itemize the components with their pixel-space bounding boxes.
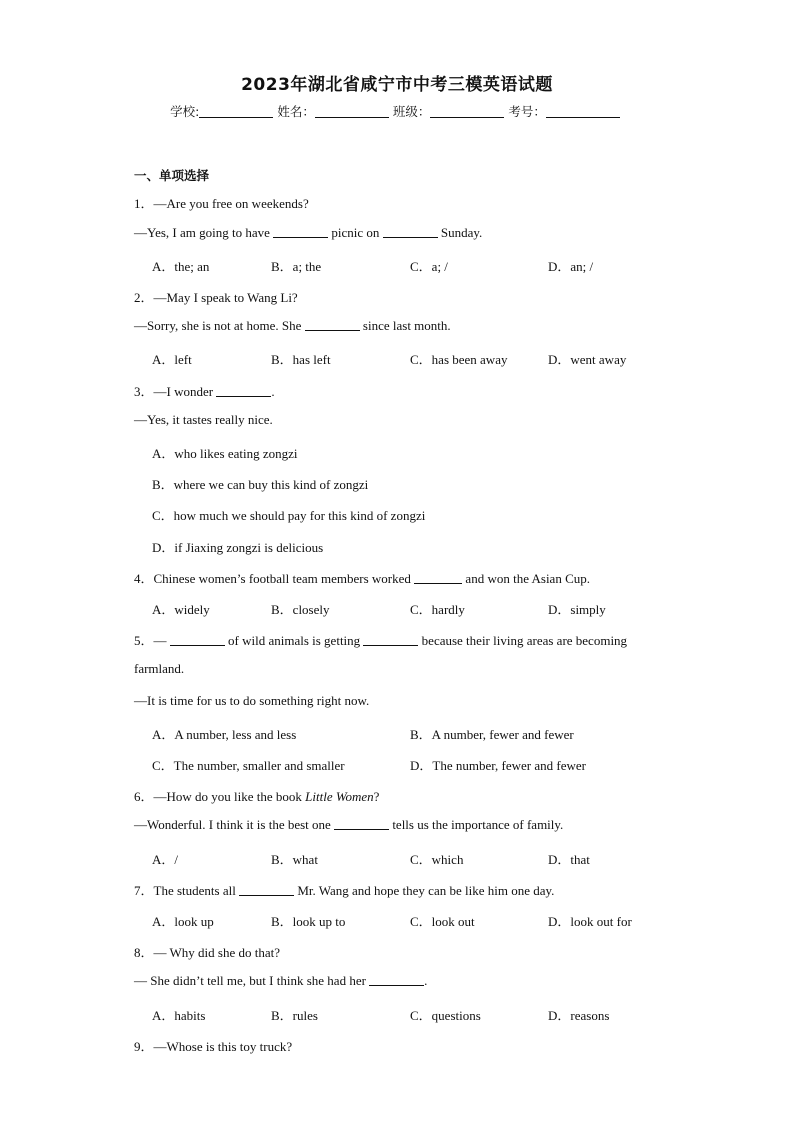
class-blank xyxy=(430,105,504,118)
q5-option-b: B．A number, fewer and fewer xyxy=(410,727,574,742)
q1-stem: 1．—Are you free on weekends? xyxy=(134,196,309,211)
q3-option-c: C．how much we should pay for this kind of zongzi xyxy=(152,508,426,523)
q7-option-c: C．look out xyxy=(410,914,475,929)
q1-option-d: D．an; / xyxy=(548,259,594,274)
number-label: 考号： xyxy=(508,104,546,119)
q4-text-a: 4．Chinese women’s football team members worked xyxy=(134,571,411,586)
q6-option-d: D．that xyxy=(548,852,590,867)
q4-blank xyxy=(414,571,462,584)
q1-blank-1 xyxy=(273,225,328,238)
q3-option-d: D．if Jiaxing zongzi is delicious xyxy=(152,540,324,555)
q7-option-d: D．look out for xyxy=(548,914,632,929)
q2-text-a: —Sorry, she is not at home. She xyxy=(134,318,302,333)
q4-text-b: and won the Asian Cup. xyxy=(465,571,590,586)
q3-line2: —Yes, it tastes really nice. xyxy=(134,412,273,427)
q1-text-a: —Yes, I am going to have xyxy=(134,225,270,240)
q7-option-a: A．look up xyxy=(152,914,214,929)
q6-text-e: tells us the importance of family. xyxy=(392,817,564,832)
q3-option-a: A．who likes eating zongzi xyxy=(152,446,298,461)
q6-book-title: Little Women xyxy=(305,789,374,804)
q2-option-c: C．has been away xyxy=(410,352,508,367)
q2-stem: 2．—May I speak to Wang Li? xyxy=(134,290,298,305)
q7-option-b: B．look up to xyxy=(271,914,346,929)
q7-text-b: Mr. Wang and hope they can be like him one day. xyxy=(297,883,555,898)
q5-option-a: A．A number, less and less xyxy=(152,727,297,742)
q5-option-d: D．The number, fewer and fewer xyxy=(410,758,586,773)
q5-text-c: because their living areas are becoming xyxy=(421,633,628,648)
q4-option-d: D．simply xyxy=(548,602,606,617)
q1-blank-2 xyxy=(383,225,438,238)
q4-stem xyxy=(134,568,590,587)
q1-option-b: B．a; the xyxy=(271,259,322,274)
q6-blank xyxy=(334,817,389,830)
q3-text-b: . xyxy=(271,384,275,399)
q5-option-c: C．The number, smaller and smaller xyxy=(152,758,345,773)
q5-line3: —It is time for us to do something right now. xyxy=(134,693,370,708)
name-blank xyxy=(315,105,389,118)
q9-stem: 9．—Whose is this toy truck? xyxy=(134,1039,293,1054)
q1-option-c: C．a; / xyxy=(410,259,448,274)
q8-line2 xyxy=(134,973,427,989)
q3-stem xyxy=(134,381,275,400)
q7-blank xyxy=(239,883,294,896)
q5-text-b: of wild animals is getting xyxy=(228,633,361,648)
q6-option-c: C．which xyxy=(410,852,464,867)
q2-text-b: since last month. xyxy=(362,318,451,333)
q5-stem xyxy=(134,630,627,649)
q5-blank-2 xyxy=(363,633,418,646)
q5-text-a: 5．— xyxy=(134,633,167,648)
q6-option-a: A．/ xyxy=(152,852,179,867)
name-label: 姓名： xyxy=(277,104,315,119)
school-label: 学校: xyxy=(170,104,200,119)
q8-option-b: B．rules xyxy=(271,1008,318,1023)
q8-text-b: . xyxy=(424,973,428,988)
q5-line2: farmland. xyxy=(134,661,185,676)
q8-blank xyxy=(369,973,424,986)
school-blank xyxy=(199,105,273,118)
q2-line2 xyxy=(134,318,451,334)
q4-option-b: B．closely xyxy=(271,602,330,617)
q1-text-b: picnic on xyxy=(331,225,380,240)
class-label: 班级： xyxy=(392,104,431,119)
section-heading: 一、单项选择 xyxy=(134,168,210,183)
q6-stem xyxy=(134,786,379,805)
q8-text-a: — She didn’t tell me, but I think she had her xyxy=(134,973,366,988)
q2-option-a: A．left xyxy=(152,352,192,367)
q2-option-d: D．went away xyxy=(548,352,627,367)
q6-text-d: —Wonderful. I think it is the best one xyxy=(134,817,331,832)
q3-option-b: B．where we can buy this kind of zongzi xyxy=(152,477,369,492)
q4-option-c: C．hardly xyxy=(410,602,465,617)
q7-stem xyxy=(134,880,554,899)
page-title: 2023年湖北省咸宁市中考三模英语试题 xyxy=(241,75,553,95)
q4-option-a: A．widely xyxy=(152,602,210,617)
q2-blank xyxy=(305,318,360,331)
q6-line2 xyxy=(134,817,563,833)
q1-option-a: A．the; an xyxy=(152,259,210,274)
q6-option-b: B．what xyxy=(271,852,318,867)
q3-blank xyxy=(216,384,271,397)
q5-blank-1 xyxy=(170,633,225,646)
q8-stem: 8．— Why did she do that? xyxy=(134,945,280,960)
q1-text-c: Sunday. xyxy=(440,225,483,240)
number-blank xyxy=(546,105,620,118)
q1-line2 xyxy=(134,225,482,241)
student-info-line xyxy=(0,102,794,120)
q7-text-a: 7．The students all xyxy=(134,883,236,898)
q8-option-c: C．questions xyxy=(410,1008,481,1023)
q6-text-c: ? xyxy=(373,789,380,804)
q6-text-a: 6．—How do you like the book xyxy=(134,789,302,804)
q8-option-d: D．reasons xyxy=(548,1008,610,1023)
q8-option-a: A．habits xyxy=(152,1008,206,1023)
q2-option-b: B．has left xyxy=(271,352,331,367)
q3-text-a: 3．—I wonder xyxy=(134,384,214,399)
